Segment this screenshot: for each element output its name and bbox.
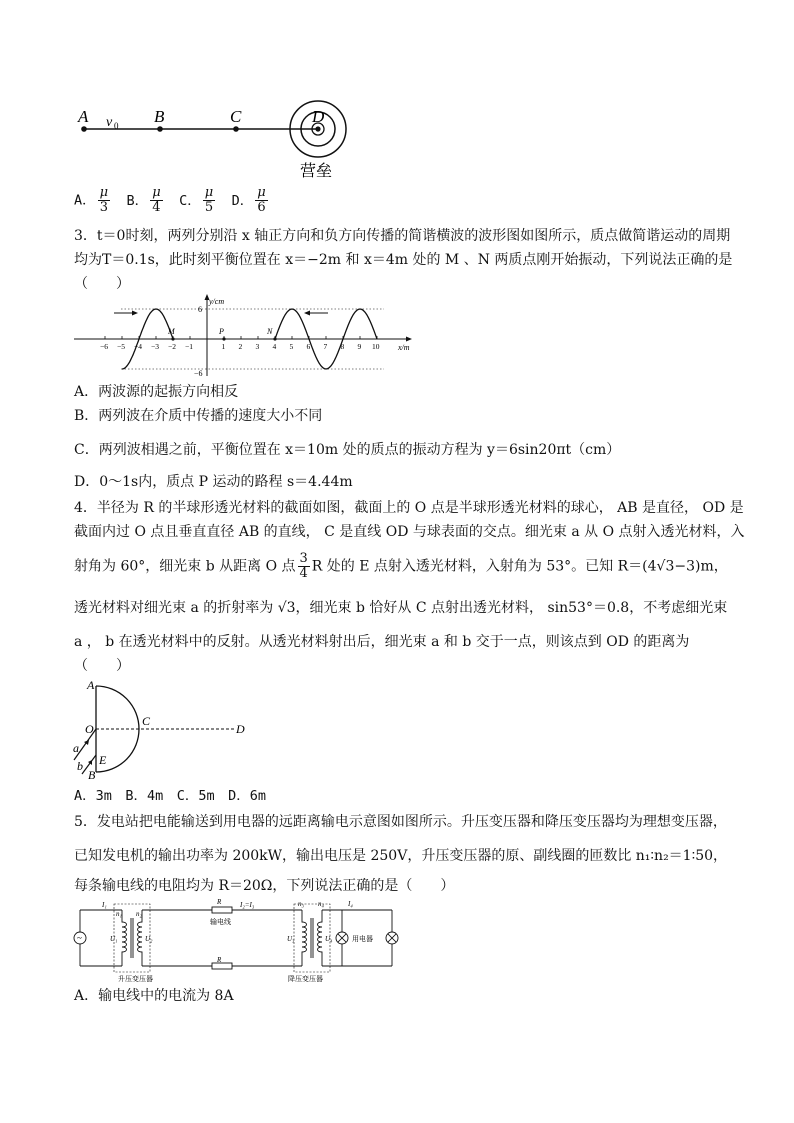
label-load: 用电器 bbox=[352, 935, 373, 943]
q3-stem-line2: 均为T＝0.1s，此时刻平衡位置在 x＝−2m 和 x＝4m 处的 M 、N 两质点刚开始振动，下列说法正确的是 bbox=[74, 252, 733, 268]
q4-stem-line1: 4．半径为 R 的半球形透光材料的截面如图，截面上的 O 点是半球形透光材料的球心， AB 是直径， OD 是 bbox=[74, 500, 744, 516]
label-u3: U₃ bbox=[287, 935, 295, 943]
x-tick-label: 10 bbox=[372, 342, 380, 351]
label-b: B bbox=[88, 768, 96, 782]
q3-stem-line3: （ ） bbox=[74, 276, 130, 292]
option-d-fraction: $\frac{\mu}{6}$ bbox=[257, 185, 266, 215]
x-tick-label: −1 bbox=[185, 342, 193, 351]
label-u4: U₄ bbox=[325, 935, 333, 943]
step-up-secondary-coil-icon bbox=[138, 910, 143, 966]
point-b bbox=[157, 126, 163, 132]
x-tick-label: 5 bbox=[289, 342, 294, 351]
point-c bbox=[233, 126, 239, 132]
label-p: P bbox=[219, 327, 224, 336]
q2-options bbox=[74, 186, 270, 215]
step-down-primary-coil-icon bbox=[302, 910, 307, 966]
label-v0: v bbox=[106, 115, 113, 130]
label-m: M bbox=[168, 327, 175, 336]
q4-stem-line6: （ ） bbox=[74, 658, 130, 674]
option-c-label: C． bbox=[179, 192, 201, 209]
label-step-down-transformer: 降压变压器 bbox=[288, 975, 323, 983]
label-step-up-transformer: 升压变压器 bbox=[118, 975, 153, 983]
label-n3: n₃ bbox=[298, 900, 304, 908]
point-a bbox=[81, 126, 87, 132]
x-tick-label: −2 bbox=[168, 342, 176, 351]
label-i4: I₄ bbox=[348, 900, 353, 908]
caption-house: 营垒 bbox=[300, 163, 333, 180]
label-a: A bbox=[87, 678, 95, 692]
x-tick-label: 6 bbox=[306, 342, 311, 351]
q4-options: A．3m B．4m C．5m D．6m bbox=[74, 788, 267, 804]
q5-stem-line3: 每条输电线的电阻均为 R＝20Ω，下列说法正确的是（ ） bbox=[74, 878, 455, 894]
q5-stem-line1: 5．发电站把电能输送到用电器的远距离输电示意图如图所示。升压变压器和降压变压器均为理想变压器， bbox=[74, 814, 727, 830]
generator-symbol: ~ bbox=[77, 933, 82, 943]
label-n4: n₄ bbox=[318, 900, 324, 908]
label-o: O bbox=[85, 722, 94, 736]
step-up-primary-coil-icon bbox=[122, 910, 127, 966]
label-d: D bbox=[312, 107, 325, 126]
x-tick-label: −3 bbox=[151, 342, 159, 351]
point-n bbox=[273, 337, 276, 340]
point-m bbox=[171, 337, 174, 340]
resistor-top bbox=[212, 907, 232, 913]
x-axis-arrow-icon bbox=[406, 337, 412, 342]
y-axis-label: y/cm bbox=[209, 297, 225, 306]
label-transmission-line: 输电线 bbox=[210, 918, 231, 926]
label-u2: U₂ bbox=[145, 935, 153, 943]
option-b-fraction: $\frac{\mu}{4}$ bbox=[152, 185, 161, 215]
resistor-bottom bbox=[212, 963, 232, 969]
label-ray-b: b bbox=[77, 759, 83, 773]
point-d bbox=[315, 126, 320, 131]
x-tick-label: −5 bbox=[117, 342, 125, 351]
label-r-bottom: R bbox=[217, 956, 222, 964]
q3-option-a: A．两波源的起振方向相反 bbox=[74, 384, 239, 400]
x-tick-labels bbox=[100, 336, 380, 351]
label-c: C bbox=[142, 714, 151, 728]
label-n: N bbox=[267, 327, 273, 336]
curling-figure bbox=[70, 98, 360, 182]
q4-stem-line4: 透光材料对细光束 a 的折射率为 √3，细光束 b 恰好从 C 点射出透光材料， sin53°＝0.8，不考虑细光束 bbox=[74, 600, 728, 616]
option-b-label: B． bbox=[126, 192, 149, 209]
point-p bbox=[222, 337, 225, 340]
q4-stem-line2: 截面内过 O 点且垂直直径 AB 的直线， C 是直线 OD 与球表面的交点。细光束 a 从 O 点射入透光材料，入 bbox=[74, 524, 745, 540]
label-n1: n₁ bbox=[116, 910, 122, 918]
q4-stem-line3: 射角为 60°，细光束 b 从距离 O 点 $\frac{3}{4}$ R 处的 E 点射入透光材料，入射角为 53°。已知 R＝(4√3−3)m， bbox=[74, 551, 728, 581]
x-tick-label: 7 bbox=[323, 342, 328, 351]
transmission-circuit-figure bbox=[72, 898, 404, 984]
option-a-fraction: $\frac{\mu}{3}$ bbox=[99, 185, 109, 215]
option-d-label: D． bbox=[231, 192, 254, 209]
q4-stem-line5: a ， b 在透光材料中的反射。从透光材料射出后，细光束 a 和 b 交于一点，则该点到 OD 的距离为 bbox=[74, 634, 690, 650]
x-tick-label: 8 bbox=[340, 342, 345, 351]
x-tick-label: −4 bbox=[134, 342, 142, 351]
y-top-label: 6 bbox=[198, 305, 202, 314]
q3-stem-line1: 3．t＝0时刻，两列分别沿 x 轴正方向和负方向传播的简谐横波的波形图如图所示，质点做简谐运动的周期 bbox=[74, 228, 731, 244]
q3-option-b: B．两列波在介质中传播的速度大小不同 bbox=[74, 408, 323, 424]
wave-figure bbox=[70, 292, 430, 378]
x-tick-label: 3 bbox=[255, 342, 260, 351]
step-down-secondary-coil-icon bbox=[318, 910, 323, 966]
label-d: D bbox=[236, 722, 245, 736]
label-i1: I₁ bbox=[102, 901, 107, 909]
q3-option-d: D．0～1s内，质点 P 运动的路程 s＝4.44m bbox=[74, 474, 353, 490]
x-tick-label: −6 bbox=[100, 342, 108, 351]
x-tick-label: 1 bbox=[221, 342, 226, 351]
q3-option-c: C．两列波相遇之前，平衡位置在 x＝10m 处的质点的振动方程为 y＝6sin20πt（cm） bbox=[74, 442, 621, 458]
option-c-fraction: $\frac{\mu}{5}$ bbox=[204, 185, 214, 215]
x-tick-label: 9 bbox=[357, 342, 362, 351]
label-i2-i3: I₂=I₃ bbox=[240, 901, 255, 909]
label-b: B bbox=[154, 107, 165, 126]
label-e: E bbox=[99, 753, 107, 767]
label-ray-a: a bbox=[73, 741, 79, 755]
right-arrow-icon bbox=[132, 311, 138, 316]
left-arrow-icon bbox=[304, 311, 310, 316]
y-bottom-label: −6 bbox=[194, 369, 203, 378]
label-v0-sub: 0 bbox=[114, 121, 119, 131]
q5-stem-line2: 已知发电机的输出功率为 200kW，输出电压是 250V，升压变压器的原、副线圈的匝数比 n₁∶n₂＝1∶50， bbox=[74, 848, 728, 864]
q5-option-a: A．输电线中的电流为 8A bbox=[74, 988, 234, 1004]
x-tick-label: 2 bbox=[238, 342, 243, 351]
label-u1-left: U₁ bbox=[110, 935, 118, 943]
hemisphere-figure bbox=[70, 678, 260, 782]
label-r-top: R bbox=[217, 898, 222, 906]
label-a: A bbox=[78, 107, 89, 126]
x-tick-label: 4 bbox=[272, 342, 277, 351]
x-axis-label: x/m bbox=[398, 343, 410, 352]
label-n2: n₂ bbox=[136, 910, 142, 918]
label-c: C bbox=[230, 107, 242, 126]
option-a-label: A． bbox=[74, 192, 96, 209]
